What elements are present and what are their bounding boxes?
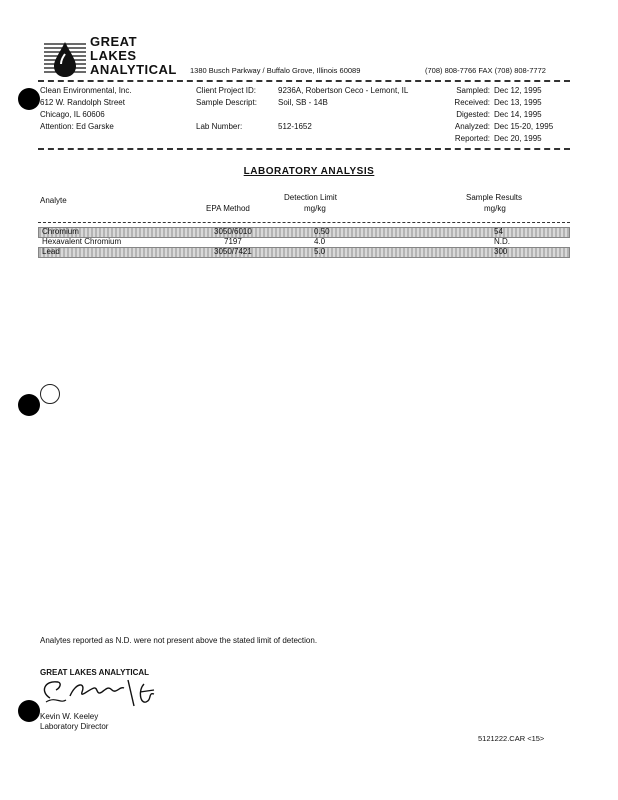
sample-descript-label: Sample Descript:	[196, 98, 257, 107]
punch-hole-open	[40, 384, 60, 404]
digested-label: Digested:	[456, 110, 490, 119]
col-header-result-unit: mg/kg	[484, 204, 506, 213]
signature-image	[36, 676, 186, 710]
punch-hole-middle	[18, 394, 40, 416]
sampled-value: Dec 12, 1995	[494, 86, 542, 95]
received-value: Dec 13, 1995	[494, 98, 542, 107]
table-row-result: 54	[494, 227, 503, 236]
client-name: Clean Environmental, Inc.	[40, 86, 132, 95]
table-row-method: 7197	[224, 237, 242, 246]
company-address: 1380 Busch Parkway / Buffalo Grove, Illinois 60089	[190, 66, 361, 75]
footnote: Analytes reported as N.D. were not present above the stated limit of detection.	[40, 636, 318, 645]
col-header-method: EPA Method	[206, 204, 250, 213]
client-project-value: 9236A, Robertson Ceco - Lemont, IL	[278, 86, 409, 95]
reported-label: Reported:	[454, 134, 490, 143]
table-row-limit: 5.0	[314, 247, 326, 256]
col-header-limit: Detection Limit	[284, 193, 337, 202]
table-row-analyte: Lead	[42, 247, 60, 256]
lab-number-label: Lab Number:	[196, 122, 243, 131]
header-divider-bottom	[38, 148, 570, 150]
company-logo-icon	[42, 38, 88, 80]
row-highlight-lead	[38, 247, 570, 258]
signature-company: GREAT LAKES ANALYTICAL	[40, 668, 150, 677]
table-row-method: 3050/7421	[214, 247, 252, 256]
header-divider-top	[38, 80, 570, 82]
col-header-analyte: Analyte	[40, 196, 67, 205]
table-row-method: 3050/6010	[214, 227, 252, 236]
lab-number-value: 512-1652	[278, 122, 312, 131]
analyzed-value: Dec 15-20, 1995	[494, 122, 554, 131]
company-name-line1: GREAT	[90, 34, 138, 49]
analyzed-label: Analyzed:	[454, 122, 490, 131]
company-phone: (708) 808-7766 FAX (708) 808-7772	[425, 66, 546, 75]
col-header-limit-unit: mg/kg	[304, 204, 326, 213]
table-row-limit: 4.0	[314, 237, 326, 246]
document-id: 5121222.CAR <15>	[478, 734, 545, 743]
sampled-label: Sampled:	[456, 86, 490, 95]
client-street: 612 W. Randolph Street	[40, 98, 125, 107]
client-attention: Attention: Ed Garske	[40, 122, 114, 131]
table-row-result: 300	[494, 247, 508, 256]
company-name-line2: LAKES	[90, 48, 137, 63]
reported-value: Dec 20, 1995	[494, 134, 542, 143]
punch-hole-top	[18, 88, 40, 110]
company-name-line3: ANALYTICAL	[90, 62, 177, 77]
client-city: Chicago, IL 60606	[40, 110, 105, 119]
table-row-limit: 0.50	[314, 227, 330, 236]
signature-title: Laboratory Director	[40, 722, 109, 731]
table-row-result: N.D.	[494, 237, 510, 246]
received-label: Received:	[454, 98, 490, 107]
table-row-analyte: Hexavalent Chromium	[42, 237, 122, 246]
report-title: LABORATORY ANALYSIS	[243, 166, 375, 177]
sample-descript-value: Soil, SB - 14B	[278, 98, 328, 107]
col-header-result: Sample Results	[466, 193, 523, 202]
signature-name: Kevin W. Keeley	[40, 712, 99, 721]
table-header-divider	[38, 222, 570, 223]
digested-value: Dec 14, 1995	[494, 110, 542, 119]
client-project-label: Client Project ID:	[196, 86, 257, 95]
table-row-analyte: Chromium	[42, 227, 79, 236]
